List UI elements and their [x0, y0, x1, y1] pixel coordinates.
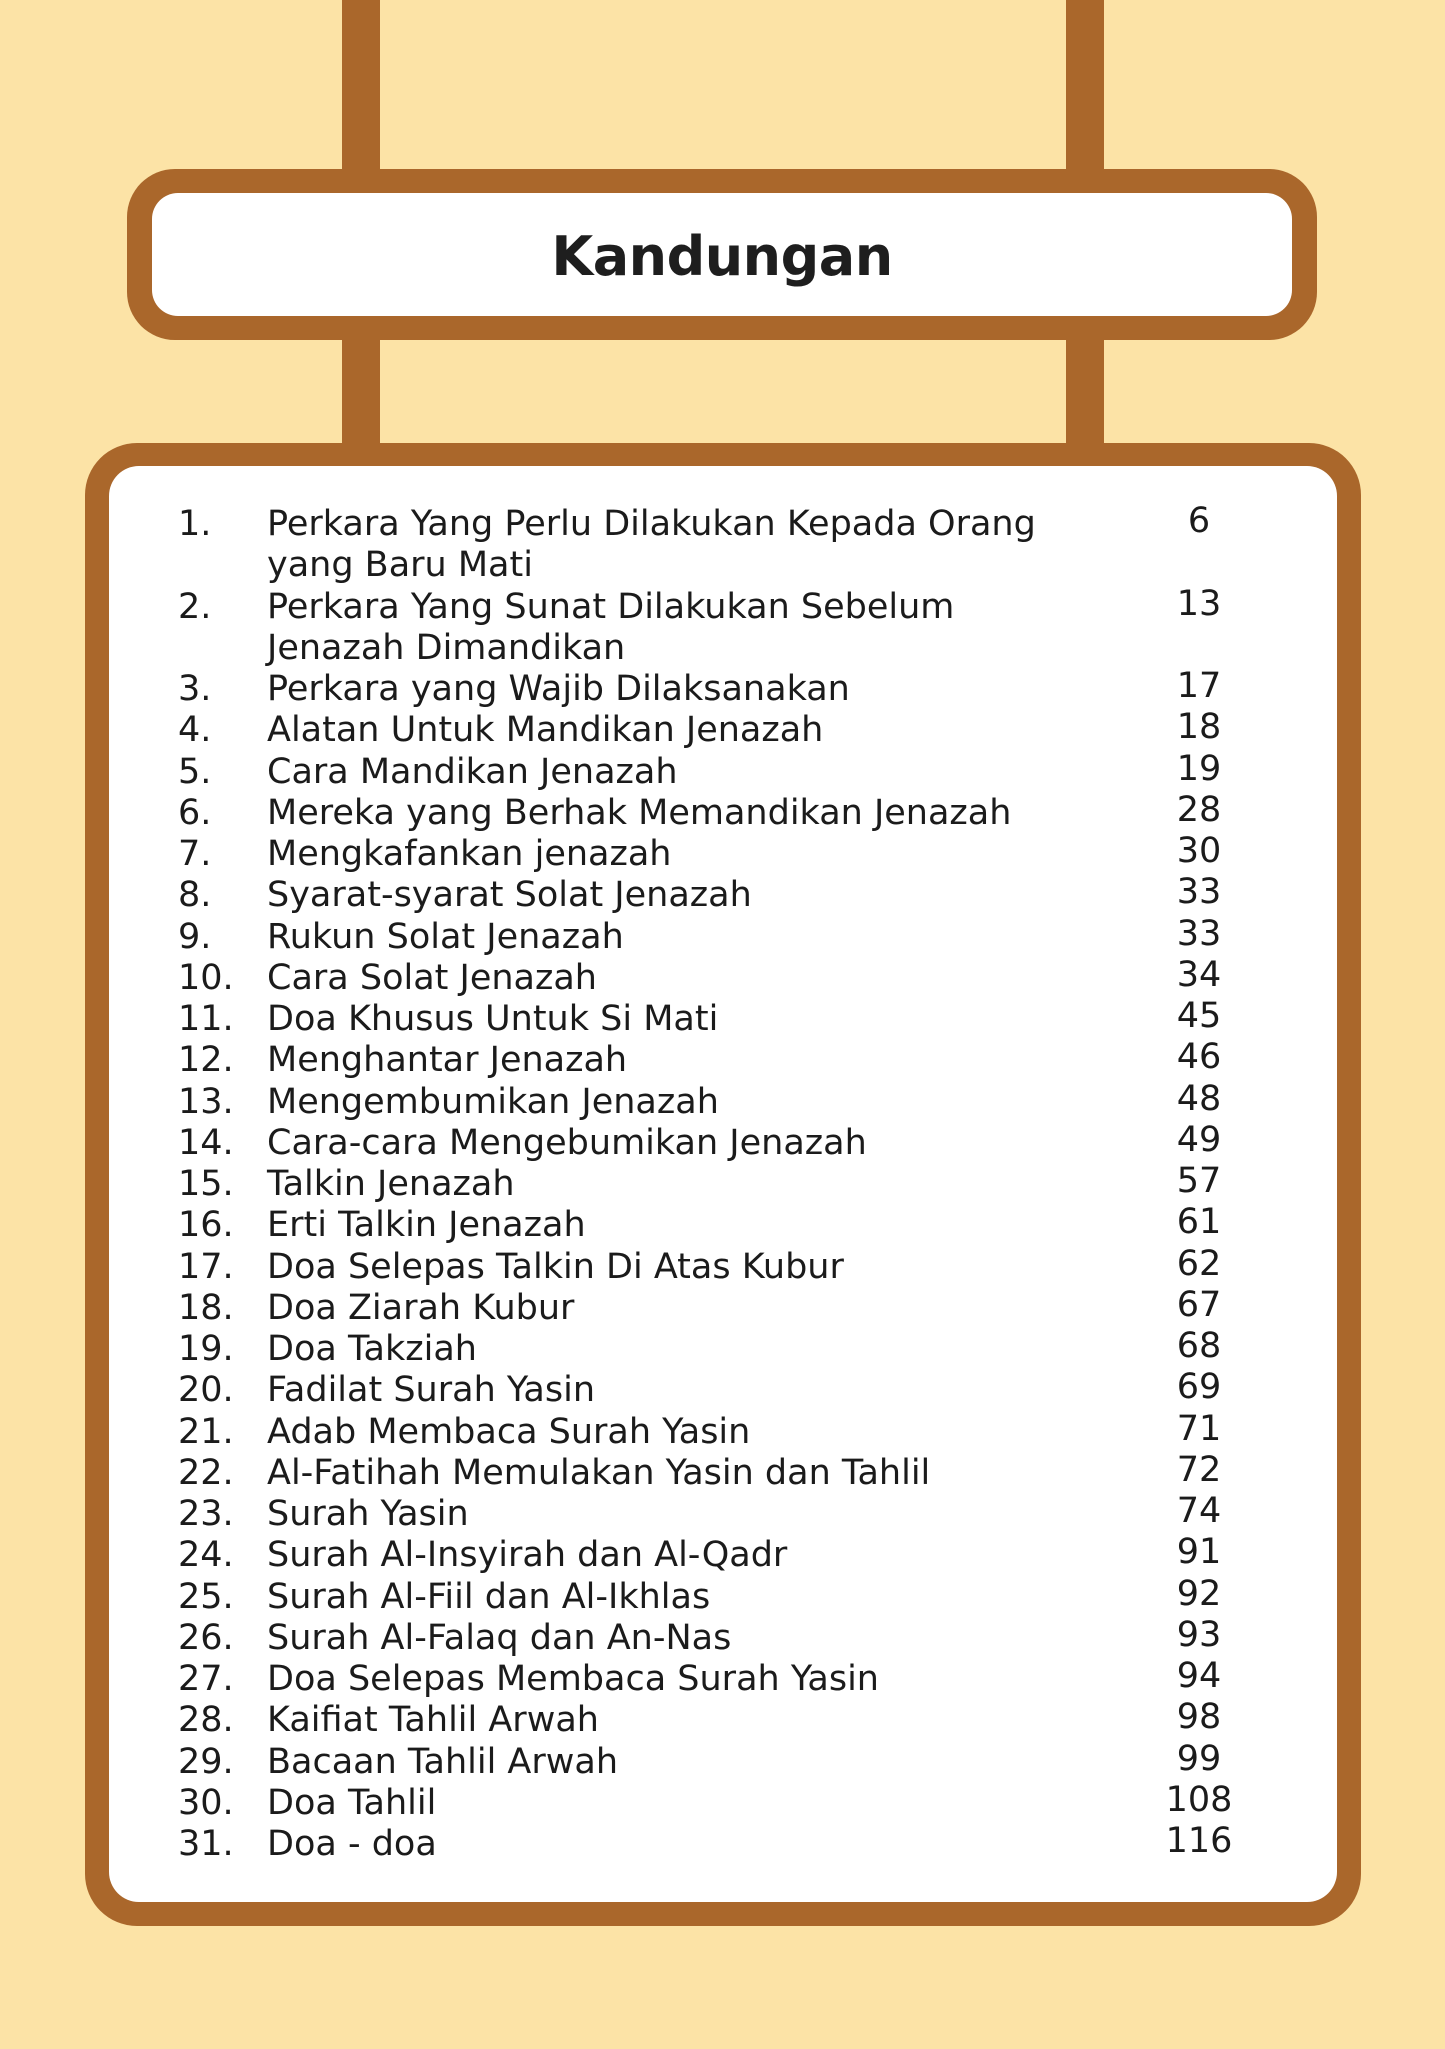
toc-entry-page-number: 116: [1165, 1821, 1233, 1861]
toc-entry-number: 29.: [178, 1741, 234, 1782]
toc-entry-line: [109, 748, 1337, 793]
toc-entry-number: 8.: [178, 875, 212, 916]
toc-entry-page-number: 68: [1176, 1326, 1222, 1366]
toc-entry-number: 11.: [178, 999, 234, 1039]
toc-entry[interactable]: [109, 913, 1337, 958]
toc-entry-title[interactable]: Mengembumikan Jenazah: [267, 1081, 719, 1122]
toc-entry-page-number: 98: [1176, 1697, 1222, 1738]
toc-entry[interactable]: [109, 996, 1337, 1040]
toc-entry-number: 26.: [178, 1617, 234, 1658]
toc-entry[interactable]: [109, 1449, 1337, 1494]
toc-entry-number: 27.: [178, 1659, 234, 1699]
toc-entry-title[interactable]: yang Baru Mati: [267, 545, 533, 586]
toc-entry-line: [109, 1326, 1337, 1370]
toc-entry-number: 21.: [178, 1411, 234, 1452]
toc-entry-line: [109, 1284, 1337, 1329]
toc-entry-page-number: 61: [1176, 1202, 1222, 1243]
toc-entry-title[interactable]: Doa - doa: [267, 1824, 437, 1864]
toc-entry-line: [109, 1367, 1337, 1411]
toc-entry-line: [109, 831, 1337, 875]
toc-entry-title[interactable]: Jenazah Dimandikan: [267, 627, 626, 668]
toc-entry-page-number: 72: [1176, 1449, 1222, 1490]
contents-panel: [109, 466, 1337, 1902]
toc-entry-number: 18.: [178, 1287, 234, 1328]
toc-entry[interactable]: [109, 1367, 1337, 1411]
toc-entry-page-number: 99: [1176, 1738, 1222, 1779]
toc-entry-number: 22.: [178, 1452, 234, 1493]
toc-entry[interactable]: [109, 1202, 1337, 1246]
toc-entry-title[interactable]: Bacaan Tahlil Arwah: [267, 1741, 619, 1782]
toc-entry-page-number: 45: [1176, 996, 1222, 1036]
toc-entry-line: [109, 1119, 1337, 1164]
toc-entry-line: [109, 789, 1337, 834]
toc-entry-line: [109, 872, 1337, 916]
toc-entry-number: 31.: [178, 1824, 234, 1864]
toc-entry-number: 3.: [178, 669, 212, 709]
toc-entry-line: [109, 1779, 1337, 1824]
toc-entry-number: 6.: [178, 792, 212, 833]
toc-entry[interactable]: [109, 789, 1337, 834]
toc-entry-page-number: 49: [1176, 1119, 1222, 1160]
toc-entry[interactable]: [109, 1408, 1337, 1453]
toc-entry-number: 17.: [178, 1246, 234, 1287]
toc-entry[interactable]: [109, 707, 1337, 751]
toc-entry-number: 12.: [178, 1040, 234, 1081]
toc-entry-number: 25.: [178, 1576, 234, 1617]
toc-entry-number: 24.: [178, 1535, 234, 1576]
toc-entry-line: [109, 1697, 1337, 1741]
toc-entry[interactable]: [109, 1697, 1337, 1741]
toc-entry-title[interactable]: Talkin Jenazah: [267, 1164, 515, 1204]
toc-entry[interactable]: [109, 1738, 1337, 1783]
toc-entry[interactable]: [109, 1573, 1337, 1618]
toc-entry-title[interactable]: Erti Talkin Jenazah: [267, 1205, 586, 1246]
toc-entry-page-number: 13: [1176, 583, 1222, 624]
toc-entry-page-number: 67: [1176, 1284, 1222, 1325]
toc-entry-line: [109, 1656, 1337, 1700]
toc-entry-page-number: 46: [1176, 1037, 1222, 1078]
toc-entry-page-number: 33: [1176, 872, 1222, 913]
toc-entry[interactable]: [109, 872, 1337, 916]
toc-entry-number: 7.: [178, 834, 212, 874]
toc-entry-title[interactable]: Surah Al-Fiil dan Al-Ikhlas: [267, 1576, 711, 1617]
toc-entry-line: [109, 1614, 1337, 1659]
toc-entry-title[interactable]: Perkara Yang Sunat Dilakukan Sebelum: [267, 586, 955, 627]
toc-entry-number: 9.: [178, 916, 212, 957]
toc-entry-line: [109, 501, 1337, 545]
toc-entry[interactable]: [109, 1656, 1337, 1700]
toc-entry[interactable]: [109, 666, 1337, 710]
toc-entry-page-number: 18: [1176, 707, 1222, 748]
toc-entry-title[interactable]: Mereka yang Berhak Memandikan Jenazah: [267, 792, 1012, 833]
toc-entry[interactable]: [109, 1119, 1337, 1164]
toc-entry-page-number: 48: [1176, 1078, 1222, 1119]
toc-entry-title[interactable]: Doa Khusus Untuk Si Mati: [267, 999, 719, 1039]
toc-entry-number: 16.: [178, 1205, 234, 1246]
toc-entry-title[interactable]: Doa Selepas Membaca Surah Yasin: [267, 1659, 879, 1699]
toc-entry[interactable]: [109, 831, 1337, 875]
toc-entry[interactable]: [109, 1779, 1337, 1824]
toc-entry-title[interactable]: Cara-cara Mengebumikan Jenazah: [267, 1122, 867, 1163]
toc-entry[interactable]: [109, 1326, 1337, 1370]
toc-entry[interactable]: [109, 1614, 1337, 1659]
toc-entry-number: 15.: [178, 1164, 234, 1204]
toc-entry-page-number: 30: [1176, 831, 1222, 871]
contents-board: [85, 443, 1361, 1926]
toc-entry-title[interactable]: Perkara Yang Perlu Dilakukan Kepada Orang: [267, 504, 1036, 544]
toc-entry[interactable]: [109, 1161, 1337, 1205]
toc-entry-title[interactable]: Mengkafankan jenazah: [267, 834, 672, 874]
page-title: Kandungan: [551, 224, 893, 288]
toc-entry-page-number: 33: [1176, 913, 1222, 954]
toc-entry-page-number: 93: [1176, 1614, 1222, 1655]
toc-entry-title[interactable]: Doa Ziarah Kubur: [267, 1287, 575, 1328]
toc-entry-line: [109, 913, 1337, 958]
toc-entry[interactable]: [109, 501, 1337, 587]
toc-entry-title[interactable]: Kaifiat Tahlil Arwah: [267, 1700, 599, 1741]
toc-entry-number: 10.: [178, 957, 234, 998]
toc-entry-line: [109, 1532, 1337, 1576]
toc-entry-title[interactable]: Adab Membaca Surah Yasin: [267, 1411, 751, 1452]
toc-entry-number: 14.: [178, 1122, 234, 1163]
toc-entry-continuation-line: [109, 628, 1337, 669]
toc-entry[interactable]: [109, 1491, 1337, 1535]
toc-entry-page-number: 94: [1176, 1656, 1222, 1696]
toc-entry-line: [109, 954, 1337, 999]
toc-entry-number: 5.: [178, 751, 212, 792]
toc-entry-page-number: 17: [1176, 666, 1222, 706]
toc-entry-page-number: 19: [1176, 748, 1222, 789]
toc-entry-page-number: 71: [1176, 1408, 1222, 1449]
toc-entry[interactable]: [109, 1037, 1337, 1081]
toc-entry-title[interactable]: Alatan Untuk Mandikan Jenazah: [267, 710, 824, 751]
toc-entry-line: [109, 1161, 1337, 1205]
toc-entry-number: 30.: [178, 1782, 234, 1823]
toc-entry-line: [109, 1491, 1337, 1535]
toc-entry-line: [109, 1821, 1337, 1865]
toc-entry-line: [109, 1449, 1337, 1494]
title-signboard: [127, 169, 1317, 340]
toc-entry-line: [109, 666, 1337, 710]
toc-entry-number: 28.: [178, 1700, 234, 1741]
toc-entry-page-number: 74: [1176, 1491, 1222, 1531]
toc-entry-number: 4.: [178, 710, 212, 751]
toc-entry-title[interactable]: Cara Mandikan Jenazah: [267, 751, 678, 792]
toc-entry-title[interactable]: Perkara yang Wajib Dilaksanakan: [267, 669, 850, 709]
toc-entry-page-number: 91: [1176, 1532, 1222, 1573]
toc-entry[interactable]: [109, 954, 1337, 999]
toc-entry-title[interactable]: Al-Fatihah Memulakan Yasin dan Tahlil: [267, 1452, 931, 1493]
title-panel: [152, 193, 1292, 316]
toc-entry-line: [109, 996, 1337, 1040]
toc-entry-number: 1.: [178, 504, 212, 544]
toc-entry-title[interactable]: Surah Yasin: [267, 1494, 469, 1534]
toc-entry-line: [109, 583, 1337, 628]
toc-entry-line: [109, 1243, 1337, 1288]
toc-entry-line: [109, 1408, 1337, 1453]
toc-entry-line: [109, 1202, 1337, 1246]
toc-entry[interactable]: [109, 583, 1337, 670]
toc-entry-line: [109, 1078, 1337, 1123]
table-of-contents: [109, 501, 1337, 1865]
toc-entry[interactable]: [109, 1078, 1337, 1123]
toc-entry-line: [109, 1573, 1337, 1618]
toc-entry[interactable]: [109, 1243, 1337, 1288]
toc-entry-page-number: 6: [1187, 501, 1211, 541]
toc-entry-title[interactable]: Cara Solat Jenazah: [267, 957, 597, 998]
toc-entry-line: [109, 1738, 1337, 1783]
toc-entry-title[interactable]: Syarat-syarat Solat Jenazah: [267, 875, 752, 916]
toc-entry-number: 2.: [178, 586, 212, 627]
toc-entry-title[interactable]: Doa Tahlil: [267, 1782, 437, 1823]
toc-entry-page-number: 69: [1176, 1367, 1222, 1408]
toc-entry-number: 23.: [178, 1494, 234, 1534]
toc-entry-title[interactable]: Rukun Solat Jenazah: [267, 916, 624, 957]
toc-entry[interactable]: [109, 1821, 1337, 1865]
toc-entry-title[interactable]: Menghantar Jenazah: [267, 1040, 628, 1081]
toc-entry-continuation-line: [109, 545, 1337, 586]
toc-entry-number: 13.: [178, 1081, 234, 1122]
toc-entry-page-number: 28: [1176, 789, 1222, 830]
toc-entry-title[interactable]: Doa Takziah: [267, 1329, 477, 1369]
toc-entry-title[interactable]: Surah Al-Falaq dan An-Nas: [267, 1617, 732, 1658]
toc-entry-page-number: 108: [1165, 1779, 1233, 1820]
toc-entry-page-number: 57: [1176, 1161, 1222, 1201]
toc-entry-title[interactable]: Fadilat Surah Yasin: [267, 1370, 596, 1411]
toc-entry[interactable]: [109, 1532, 1337, 1576]
toc-entry-page-number: 92: [1176, 1573, 1222, 1614]
toc-entry-title[interactable]: Doa Selepas Talkin Di Atas Kubur: [267, 1246, 844, 1287]
toc-entry[interactable]: [109, 748, 1337, 793]
toc-entry-page-number: 62: [1176, 1243, 1222, 1284]
toc-entry[interactable]: [109, 1284, 1337, 1329]
toc-entry-page-number: 34: [1176, 954, 1222, 995]
toc-entry-line: [109, 1037, 1337, 1081]
toc-entry-number: 20.: [178, 1370, 234, 1411]
toc-entry-title[interactable]: Surah Al-Insyirah dan Al-Qadr: [267, 1535, 788, 1576]
toc-entry-number: 19.: [178, 1329, 234, 1369]
toc-entry-line: [109, 707, 1337, 751]
